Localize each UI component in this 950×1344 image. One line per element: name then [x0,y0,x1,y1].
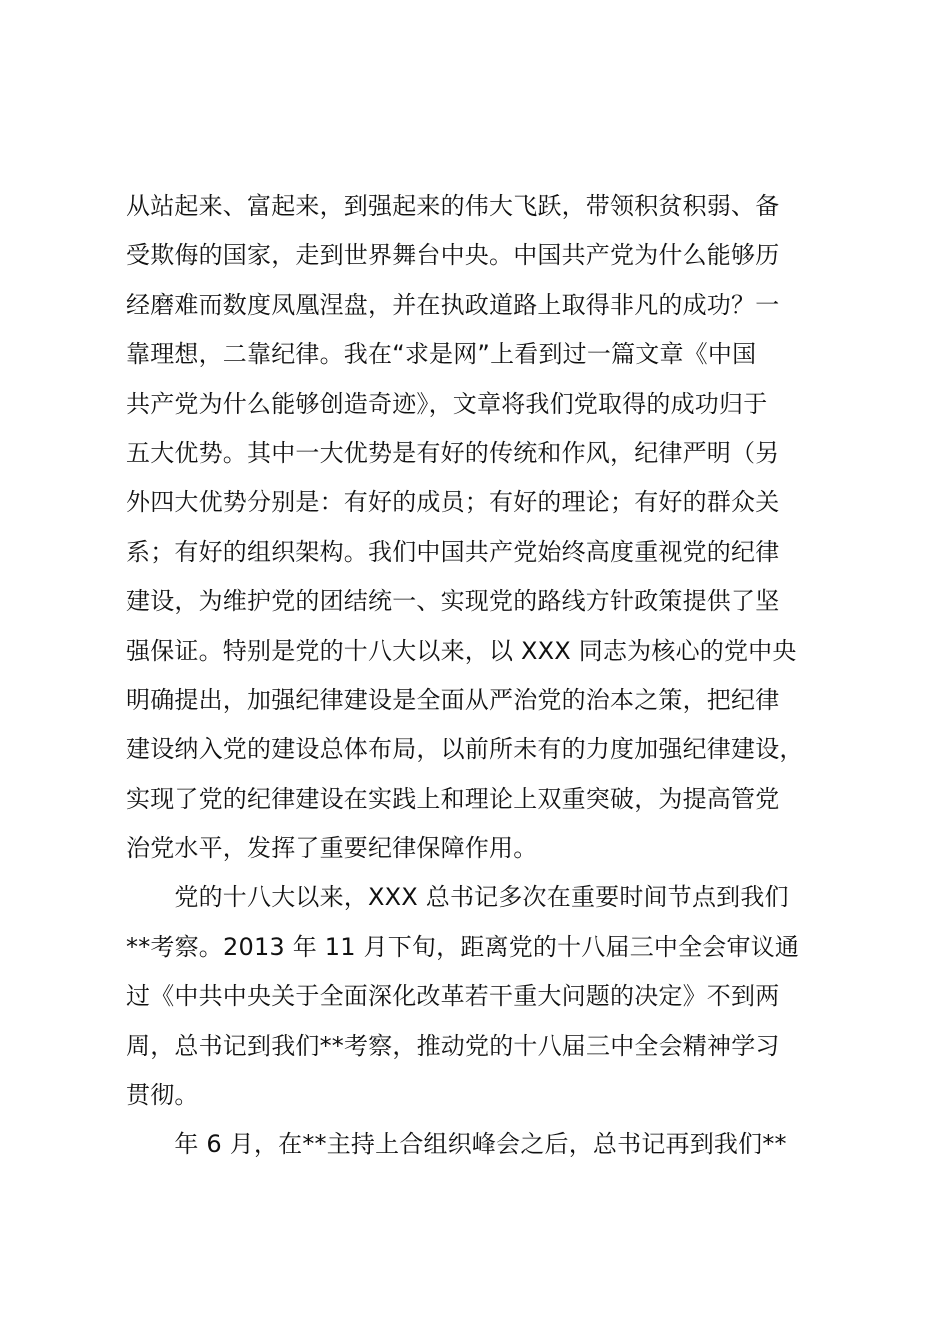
paragraph-1 [126,182,856,873]
text-line: 系；有好的组织架构。我们中国共产党始终高度重视党的纪律 [126,537,780,566]
text-line: 五大优势。其中一大优势是有好的传统和作风，纪律严明（另 [126,438,780,467]
text-line: 实现了党的纪律建设在实践上和理论上双重突破，为提高管党 [126,784,780,813]
document-body [126,182,856,1170]
paragraph-2 [126,873,856,1120]
text-line: 共产党为什么能够创造奇迹》，文章将我们党取得的成功归于 [126,389,768,418]
text-line: 靠理想，二靠纪律。我在“求是网”上看到过一篇文章《中国 [126,340,757,369]
text-line: 建设纳入党的建设总体布局，以前所未有的力度加强纪律建设， [126,735,804,764]
text-line: 过《中共中央关于全面深化改革若干重大问题的决定》不到两 [126,982,780,1011]
text-line: 贯彻。 [126,1081,199,1110]
text-line: 明确提出，加强纪律建设是全面从严治党的治本之策，把纪律 [126,685,780,714]
text-line: 党的十八大以来，XXX 总书记多次在重要时间节点到我们 [126,883,789,912]
text-line: 经磨难而数度凤凰涅盘，并在执政道路上取得非凡的成功？一 [126,290,780,319]
text-line: 外四大优势分别是：有好的成员；有好的理论；有好的群众关 [126,488,780,517]
text-line: 强保证。特别是党的十八大以来，以 XXX 同志为核心的党中央 [126,636,797,665]
text-line: 建设，为维护党的团结统一、实现党的路线方针政策提供了坚 [126,587,780,616]
text-line: 治党水平，发挥了重要纪律保障作用。 [126,834,538,863]
text-line: 周，总书记到我们**考察，推动党的十八届三中全会精神学习 [126,1031,780,1060]
text-line: 受欺侮的国家，走到世界舞台中央。中国共产党为什么能够历 [126,241,780,270]
text-line: **考察。2013 年 11 月下旬，距离党的十八届三中全会审议通 [126,932,800,961]
text-line: 年 6 月，在**主持上合组织峰会之后，总书记再到我们** [126,1130,787,1159]
text-line: 从站起来、富起来，到强起来的伟大飞跃，带领积贫积弱、备 [126,192,780,220]
paragraph-3 [126,1120,856,1169]
